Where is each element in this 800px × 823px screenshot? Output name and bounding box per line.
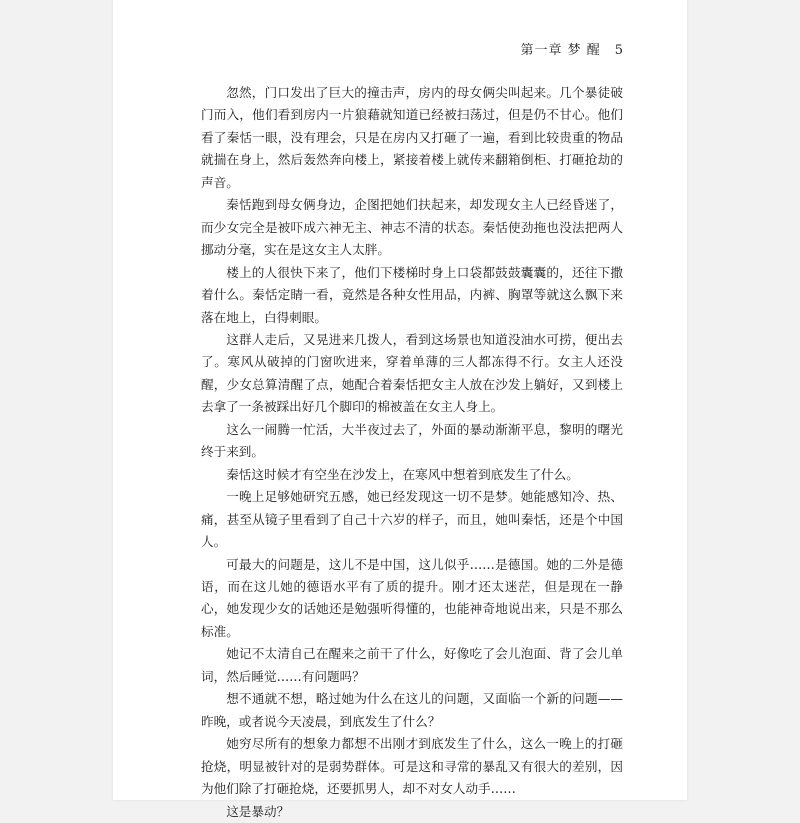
paragraph: 她记不太清自己在醒来之前干了什么，好像吃了会儿泡面、背了会儿单词，然后睡觉……有问题吗？ — [201, 646, 623, 684]
paragraph: 这么一闹腾一忙活，大半夜过去了，外面的暴动渐渐平息，黎明的曙光终于来到。 — [201, 421, 623, 460]
paragraph: 她穷尽所有的想象力都想不出刚才到底发生了什么，这么一晚上的打砸抢烧，明显被针对的是弱势群体。可是这和寻常的暴乱又有很大的差别，因为他们除了打砸抢烧，还要抓男人，却不对女人动手…… — [201, 736, 623, 797]
page-number: 5 — [614, 43, 623, 58]
paragraph: 秦恬跑到母女俩身边，企图把她们扶起来，却发现女主人已经昏迷了，而少女完全是被吓成六神无主、神志不清的状态。秦恬使劲拖也没法把两人挪动分毫，实在是这女主人太胖。 — [201, 197, 623, 258]
paragraph: 忽然，门口发出了巨大的撞击声，房内的母女俩尖叫起来。几个暴徒破门而入，他们看到房内一片狼藉就知道已经被扫荡过，但是仍不甘心。他们看了秦恬一眼，没有理会，只是在房内又打砸了一遍，看到比较贵重的物品就揣在身上，然后轰然奔向楼上，紧接着楼上就传来翻箱倒柜、打砸抢劫的声音。 — [201, 85, 623, 190]
paragraph: 楼上的人很快下来了，他们下楼梯时身上口袋都鼓鼓囊囊的，还往下撒着什么。秦恬定睛一看，竟然是各种女性用品，内裤、胸罩等就这么飘下来落在地上，白得刺眼。 — [201, 264, 623, 325]
chapter-title: 第一章 梦 醒 — [520, 43, 601, 58]
running-header — [520, 43, 623, 59]
paragraph: 这是暴动？ — [226, 803, 290, 819]
paragraph: 一晚上足够她研究五感，她已经发现这一切不是梦。她能感知冷、热、痛，甚至从镜子里看到了自己十六岁的样子，而且，她叫秦恬，还是个中国人。 — [201, 489, 623, 550]
paragraph: 秦恬这时候才有空坐在沙发上，在寒风中想着到底发生了什么。 — [226, 466, 579, 482]
body-text — [201, 82, 623, 823]
paragraph: 想不通就不想，略过她为什么在这儿的问题，又面临一个新的问题——昨晚，或者说今天凌晨，到底发生了什么？ — [201, 691, 623, 729]
paragraph: 可最大的问题是，这儿不是中国，这儿似乎……是德国。她的二外是德语，而在这儿她的德语水平有了质的提升。刚才还太迷茫，但是现在一静心，她发现少女的话她还是勉强听得懂的，也能神奇地说出来，只是不那么标准。 — [201, 556, 623, 639]
paragraph: 这群人走后，又晃进来几拨人，看到这场景也知道没油水可捞，便出去了。寒风从破掉的门窗吹进来，穿着单薄的三人都冻得不行。女主人还没醒，少女总算清醒了点，她配合着秦恬把女主人放在沙发上躺好，又到楼上去拿了一条被踩出好几个脚印的棉被盖在女主人身上。 — [201, 331, 623, 415]
book-page — [113, 0, 687, 819]
